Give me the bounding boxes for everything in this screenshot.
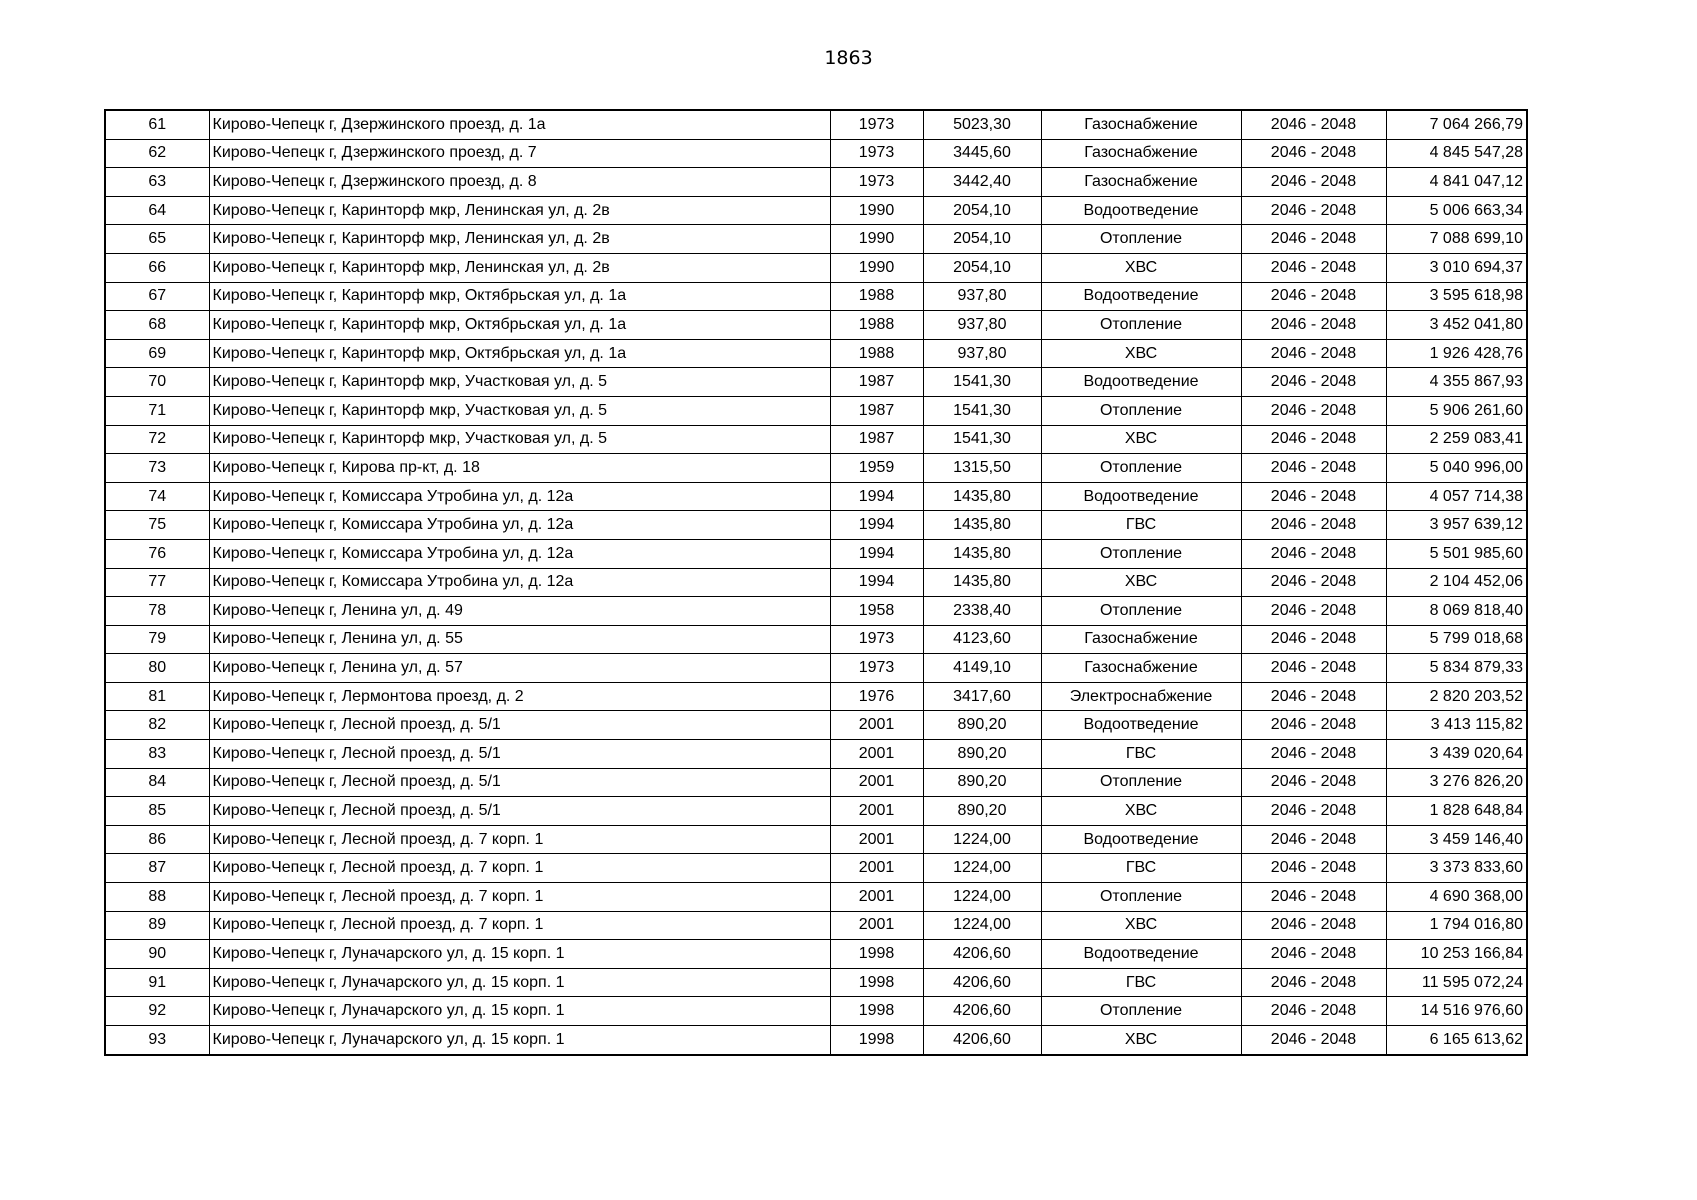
period-cell: 2046 - 2048 [1241, 511, 1386, 540]
cost-cell: 3 439 020,64 [1386, 740, 1527, 769]
period-cell: 2046 - 2048 [1241, 282, 1386, 311]
row-number-cell: 90 [105, 940, 209, 969]
work-type-cell: Водоотведение [1041, 940, 1241, 969]
address-cell: Кирово-Чепецк г, Лесной проезд, д. 7 корп. 1 [209, 854, 830, 883]
work-type-cell: Водоотведение [1041, 825, 1241, 854]
area-cell: 1435,80 [923, 511, 1041, 540]
row-number-cell: 82 [105, 711, 209, 740]
address-cell: Кирово-Чепецк г, Каринторф мкр, Участковая ул, д. 5 [209, 368, 830, 397]
row-number-cell: 91 [105, 968, 209, 997]
period-cell: 2046 - 2048 [1241, 196, 1386, 225]
work-type-cell: Электроснабжение [1041, 682, 1241, 711]
address-cell: Кирово-Чепецк г, Лесной проезд, д. 5/1 [209, 740, 830, 769]
address-cell: Кирово-Чепецк г, Лесной проезд, д. 5/1 [209, 797, 830, 826]
row-number-cell: 84 [105, 768, 209, 797]
work-type-cell: ХВС [1041, 911, 1241, 940]
area-cell: 4206,60 [923, 940, 1041, 969]
work-type-cell: Газоснабжение [1041, 168, 1241, 197]
year-cell: 1973 [830, 625, 923, 654]
address-cell: Кирово-Чепецк г, Лермонтова проезд, д. 2 [209, 682, 830, 711]
row-number-cell: 76 [105, 539, 209, 568]
area-cell: 1224,00 [923, 883, 1041, 912]
area-cell: 1541,30 [923, 425, 1041, 454]
work-type-cell: Водоотведение [1041, 482, 1241, 511]
year-cell: 1994 [830, 568, 923, 597]
row-number-cell: 77 [105, 568, 209, 597]
year-cell: 2001 [830, 854, 923, 883]
area-cell: 3442,40 [923, 168, 1041, 197]
cost-cell: 7 088 699,10 [1386, 225, 1527, 254]
year-cell: 2001 [830, 711, 923, 740]
row-number-cell: 79 [105, 625, 209, 654]
cost-cell: 2 820 203,52 [1386, 682, 1527, 711]
year-cell: 1976 [830, 682, 923, 711]
year-cell: 1998 [830, 968, 923, 997]
work-type-cell: Водоотведение [1041, 282, 1241, 311]
work-type-cell: Отопление [1041, 311, 1241, 340]
table-row [105, 883, 1527, 912]
table-row [105, 196, 1527, 225]
year-cell: 1990 [830, 225, 923, 254]
area-cell: 937,80 [923, 282, 1041, 311]
table-row [105, 740, 1527, 769]
cost-cell: 3 452 041,80 [1386, 311, 1527, 340]
period-cell: 2046 - 2048 [1241, 311, 1386, 340]
address-cell: Кирово-Чепецк г, Каринторф мкр, Ленинская ул, д. 2в [209, 196, 830, 225]
page-number: 1863 [824, 47, 873, 69]
area-cell: 2054,10 [923, 253, 1041, 282]
address-cell: Кирово-Чепецк г, Каринторф мкр, Октябрьская ул, д. 1а [209, 311, 830, 340]
cost-cell: 1 926 428,76 [1386, 339, 1527, 368]
work-type-cell: ХВС [1041, 568, 1241, 597]
table-row [105, 482, 1527, 511]
area-cell: 4206,60 [923, 968, 1041, 997]
period-cell: 2046 - 2048 [1241, 568, 1386, 597]
address-cell: Кирово-Чепецк г, Комиссара Утробина ул, д. 12а [209, 511, 830, 540]
address-cell: Кирово-Чепецк г, Луначарского ул, д. 15 корп. 1 [209, 968, 830, 997]
table-row [105, 682, 1527, 711]
year-cell: 1959 [830, 454, 923, 483]
cost-cell: 6 165 613,62 [1386, 1026, 1527, 1055]
year-cell: 2001 [830, 797, 923, 826]
row-number-cell: 62 [105, 139, 209, 168]
table-row [105, 1026, 1527, 1055]
table-row [105, 854, 1527, 883]
address-cell: Кирово-Чепецк г, Каринторф мкр, Ленинская ул, д. 2в [209, 225, 830, 254]
area-cell: 1435,80 [923, 482, 1041, 511]
work-type-cell: ГВС [1041, 511, 1241, 540]
row-number-cell: 70 [105, 368, 209, 397]
row-number-cell: 86 [105, 825, 209, 854]
year-cell: 2001 [830, 883, 923, 912]
period-cell: 2046 - 2048 [1241, 797, 1386, 826]
period-cell: 2046 - 2048 [1241, 682, 1386, 711]
table-row [105, 110, 1527, 139]
period-cell: 2046 - 2048 [1241, 454, 1386, 483]
cost-cell: 2 259 083,41 [1386, 425, 1527, 454]
address-cell: Кирово-Чепецк г, Комиссара Утробина ул, д. 12а [209, 539, 830, 568]
year-cell: 1973 [830, 168, 923, 197]
address-cell: Кирово-Чепецк г, Луначарского ул, д. 15 корп. 1 [209, 997, 830, 1026]
period-cell: 2046 - 2048 [1241, 368, 1386, 397]
address-cell: Кирово-Чепецк г, Луначарского ул, д. 15 корп. 1 [209, 940, 830, 969]
cost-cell: 3 595 618,98 [1386, 282, 1527, 311]
row-number-cell: 75 [105, 511, 209, 540]
work-type-cell: Газоснабжение [1041, 654, 1241, 683]
row-number-cell: 81 [105, 682, 209, 711]
cost-cell: 5 040 996,00 [1386, 454, 1527, 483]
cost-cell: 5 834 879,33 [1386, 654, 1527, 683]
table-row [105, 282, 1527, 311]
row-number-cell: 63 [105, 168, 209, 197]
table-row [105, 625, 1527, 654]
table-row [105, 253, 1527, 282]
period-cell: 2046 - 2048 [1241, 825, 1386, 854]
year-cell: 1987 [830, 368, 923, 397]
address-cell: Кирово-Чепецк г, Лесной проезд, д. 7 корп. 1 [209, 911, 830, 940]
table-row [105, 225, 1527, 254]
year-cell: 1994 [830, 482, 923, 511]
work-type-cell: ГВС [1041, 854, 1241, 883]
cost-cell: 8 069 818,40 [1386, 597, 1527, 626]
year-cell: 1998 [830, 997, 923, 1026]
row-number-cell: 66 [105, 253, 209, 282]
cost-cell: 7 064 266,79 [1386, 110, 1527, 139]
table-row [105, 997, 1527, 1026]
work-type-cell: Отопление [1041, 225, 1241, 254]
period-cell: 2046 - 2048 [1241, 597, 1386, 626]
work-type-cell: Водоотведение [1041, 196, 1241, 225]
period-cell: 2046 - 2048 [1241, 711, 1386, 740]
area-cell: 2054,10 [923, 196, 1041, 225]
cost-cell: 3 373 833,60 [1386, 854, 1527, 883]
address-cell: Кирово-Чепецк г, Комиссара Утробина ул, д. 12а [209, 482, 830, 511]
work-type-cell: Отопление [1041, 396, 1241, 425]
work-type-cell: ХВС [1041, 1026, 1241, 1055]
cost-cell: 4 355 867,93 [1386, 368, 1527, 397]
cost-cell: 1 794 016,80 [1386, 911, 1527, 940]
table-row [105, 539, 1527, 568]
area-cell: 890,20 [923, 768, 1041, 797]
table-row [105, 968, 1527, 997]
row-number-cell: 72 [105, 425, 209, 454]
address-cell: Кирово-Чепецк г, Каринторф мкр, Октябрьская ул, д. 1а [209, 339, 830, 368]
cost-cell: 3 413 115,82 [1386, 711, 1527, 740]
year-cell: 1990 [830, 196, 923, 225]
year-cell: 1973 [830, 110, 923, 139]
work-type-cell: ХВС [1041, 253, 1241, 282]
area-cell: 4149,10 [923, 654, 1041, 683]
year-cell: 1998 [830, 940, 923, 969]
year-cell: 2001 [830, 911, 923, 940]
cost-cell: 4 841 047,12 [1386, 168, 1527, 197]
area-cell: 937,80 [923, 311, 1041, 340]
table-body [105, 110, 1527, 1055]
address-cell: Кирово-Чепецк г, Каринторф мкр, Участковая ул, д. 5 [209, 425, 830, 454]
area-cell: 1224,00 [923, 911, 1041, 940]
row-number-cell: 68 [105, 311, 209, 340]
row-number-cell: 87 [105, 854, 209, 883]
period-cell: 2046 - 2048 [1241, 139, 1386, 168]
area-cell: 1435,80 [923, 568, 1041, 597]
table-row [105, 511, 1527, 540]
row-number-cell: 83 [105, 740, 209, 769]
table-row [105, 711, 1527, 740]
cost-cell: 4 057 714,38 [1386, 482, 1527, 511]
row-number-cell: 88 [105, 883, 209, 912]
year-cell: 2001 [830, 768, 923, 797]
period-cell: 2046 - 2048 [1241, 168, 1386, 197]
period-cell: 2046 - 2048 [1241, 883, 1386, 912]
cost-cell: 5 906 261,60 [1386, 396, 1527, 425]
table-row [105, 396, 1527, 425]
year-cell: 2001 [830, 825, 923, 854]
year-cell: 1958 [830, 597, 923, 626]
work-type-cell: ХВС [1041, 797, 1241, 826]
cost-cell: 10 253 166,84 [1386, 940, 1527, 969]
area-cell: 890,20 [923, 740, 1041, 769]
table-row [105, 825, 1527, 854]
cost-cell: 3 459 146,40 [1386, 825, 1527, 854]
year-cell: 1994 [830, 511, 923, 540]
table-row [105, 425, 1527, 454]
address-cell: Кирово-Чепецк г, Лесной проезд, д. 7 корп. 1 [209, 825, 830, 854]
work-type-cell: ГВС [1041, 740, 1241, 769]
address-cell: Кирово-Чепецк г, Каринторф мкр, Октябрьская ул, д. 1а [209, 282, 830, 311]
area-cell: 1541,30 [923, 368, 1041, 397]
row-number-cell: 78 [105, 597, 209, 626]
area-cell: 4123,60 [923, 625, 1041, 654]
address-cell: Кирово-Чепецк г, Дзержинского проезд, д. 1а [209, 110, 830, 139]
cost-cell: 2 104 452,06 [1386, 568, 1527, 597]
work-type-cell: Газоснабжение [1041, 110, 1241, 139]
table-row [105, 339, 1527, 368]
row-number-cell: 64 [105, 196, 209, 225]
area-cell: 2054,10 [923, 225, 1041, 254]
cost-cell: 14 516 976,60 [1386, 997, 1527, 1026]
row-number-cell: 74 [105, 482, 209, 511]
period-cell: 2046 - 2048 [1241, 253, 1386, 282]
row-number-cell: 61 [105, 110, 209, 139]
work-type-cell: Отопление [1041, 768, 1241, 797]
table-row [105, 768, 1527, 797]
period-cell: 2046 - 2048 [1241, 854, 1386, 883]
area-cell: 2338,40 [923, 597, 1041, 626]
area-cell: 4206,60 [923, 997, 1041, 1026]
year-cell: 1998 [830, 1026, 923, 1055]
work-type-cell: Газоснабжение [1041, 139, 1241, 168]
data-table [104, 109, 1528, 1056]
table-row [105, 797, 1527, 826]
area-cell: 1315,50 [923, 454, 1041, 483]
work-type-cell: ХВС [1041, 339, 1241, 368]
period-cell: 2046 - 2048 [1241, 997, 1386, 1026]
area-cell: 1224,00 [923, 825, 1041, 854]
address-cell: Кирово-Чепецк г, Лесной проезд, д. 7 корп. 1 [209, 883, 830, 912]
table-row [105, 368, 1527, 397]
period-cell: 2046 - 2048 [1241, 539, 1386, 568]
area-cell: 890,20 [923, 797, 1041, 826]
address-cell: Кирово-Чепецк г, Лесной проезд, д. 5/1 [209, 768, 830, 797]
work-type-cell: Отопление [1041, 539, 1241, 568]
cost-cell: 1 828 648,84 [1386, 797, 1527, 826]
row-number-cell: 73 [105, 454, 209, 483]
address-cell: Кирово-Чепецк г, Ленина ул, д. 49 [209, 597, 830, 626]
address-cell: Кирово-Чепецк г, Ленина ул, д. 57 [209, 654, 830, 683]
row-number-cell: 89 [105, 911, 209, 940]
area-cell: 937,80 [923, 339, 1041, 368]
work-type-cell: Отопление [1041, 597, 1241, 626]
area-cell: 1541,30 [923, 396, 1041, 425]
row-number-cell: 85 [105, 797, 209, 826]
period-cell: 2046 - 2048 [1241, 482, 1386, 511]
row-number-cell: 92 [105, 997, 209, 1026]
table-row [105, 168, 1527, 197]
cost-cell: 4 845 547,28 [1386, 139, 1527, 168]
year-cell: 1988 [830, 339, 923, 368]
period-cell: 2046 - 2048 [1241, 654, 1386, 683]
row-number-cell: 67 [105, 282, 209, 311]
work-type-cell: ХВС [1041, 425, 1241, 454]
year-cell: 1987 [830, 425, 923, 454]
period-cell: 2046 - 2048 [1241, 968, 1386, 997]
period-cell: 2046 - 2048 [1241, 396, 1386, 425]
year-cell: 1994 [830, 539, 923, 568]
period-cell: 2046 - 2048 [1241, 940, 1386, 969]
period-cell: 2046 - 2048 [1241, 110, 1386, 139]
row-number-cell: 71 [105, 396, 209, 425]
cost-cell: 11 595 072,24 [1386, 968, 1527, 997]
address-cell: Кирово-Чепецк г, Лесной проезд, д. 5/1 [209, 711, 830, 740]
work-type-cell: Газоснабжение [1041, 625, 1241, 654]
work-type-cell: Отопление [1041, 454, 1241, 483]
row-number-cell: 65 [105, 225, 209, 254]
area-cell: 4206,60 [923, 1026, 1041, 1055]
cost-cell: 3 957 639,12 [1386, 511, 1527, 540]
area-cell: 1224,00 [923, 854, 1041, 883]
cost-cell: 5 006 663,34 [1386, 196, 1527, 225]
year-cell: 1990 [830, 253, 923, 282]
table-row [105, 139, 1527, 168]
table-row [105, 454, 1527, 483]
cost-cell: 5 501 985,60 [1386, 539, 1527, 568]
address-cell: Кирово-Чепецк г, Кирова пр-кт, д. 18 [209, 454, 830, 483]
table-row [105, 597, 1527, 626]
row-number-cell: 93 [105, 1026, 209, 1055]
year-cell: 1973 [830, 654, 923, 683]
period-cell: 2046 - 2048 [1241, 768, 1386, 797]
period-cell: 2046 - 2048 [1241, 1026, 1386, 1055]
year-cell: 1988 [830, 282, 923, 311]
year-cell: 2001 [830, 740, 923, 769]
row-number-cell: 69 [105, 339, 209, 368]
area-cell: 3417,60 [923, 682, 1041, 711]
work-type-cell: Отопление [1041, 997, 1241, 1026]
period-cell: 2046 - 2048 [1241, 339, 1386, 368]
table-row [105, 911, 1527, 940]
cost-cell: 4 690 368,00 [1386, 883, 1527, 912]
period-cell: 2046 - 2048 [1241, 425, 1386, 454]
address-cell: Кирово-Чепецк г, Ленина ул, д. 55 [209, 625, 830, 654]
row-number-cell: 80 [105, 654, 209, 683]
address-cell: Кирово-Чепецк г, Дзержинского проезд, д. 7 [209, 139, 830, 168]
address-cell: Кирово-Чепецк г, Луначарского ул, д. 15 корп. 1 [209, 1026, 830, 1055]
period-cell: 2046 - 2048 [1241, 911, 1386, 940]
year-cell: 1987 [830, 396, 923, 425]
period-cell: 2046 - 2048 [1241, 225, 1386, 254]
address-cell: Кирово-Чепецк г, Каринторф мкр, Участковая ул, д. 5 [209, 396, 830, 425]
year-cell: 1988 [830, 311, 923, 340]
work-type-cell: Отопление [1041, 883, 1241, 912]
cost-cell: 3 010 694,37 [1386, 253, 1527, 282]
table-row [105, 940, 1527, 969]
year-cell: 1973 [830, 139, 923, 168]
work-type-cell: Водоотведение [1041, 711, 1241, 740]
address-cell: Кирово-Чепецк г, Каринторф мкр, Ленинская ул, д. 2в [209, 253, 830, 282]
table-row [105, 311, 1527, 340]
cost-cell: 3 276 826,20 [1386, 768, 1527, 797]
area-cell: 5023,30 [923, 110, 1041, 139]
period-cell: 2046 - 2048 [1241, 625, 1386, 654]
work-type-cell: Водоотведение [1041, 368, 1241, 397]
area-cell: 1435,80 [923, 539, 1041, 568]
address-cell: Кирово-Чепецк г, Дзержинского проезд, д. 8 [209, 168, 830, 197]
cost-cell: 5 799 018,68 [1386, 625, 1527, 654]
work-type-cell: ГВС [1041, 968, 1241, 997]
area-cell: 890,20 [923, 711, 1041, 740]
period-cell: 2046 - 2048 [1241, 740, 1386, 769]
table-row [105, 654, 1527, 683]
area-cell: 3445,60 [923, 139, 1041, 168]
table-row [105, 568, 1527, 597]
address-cell: Кирово-Чепецк г, Комиссара Утробина ул, д. 12а [209, 568, 830, 597]
